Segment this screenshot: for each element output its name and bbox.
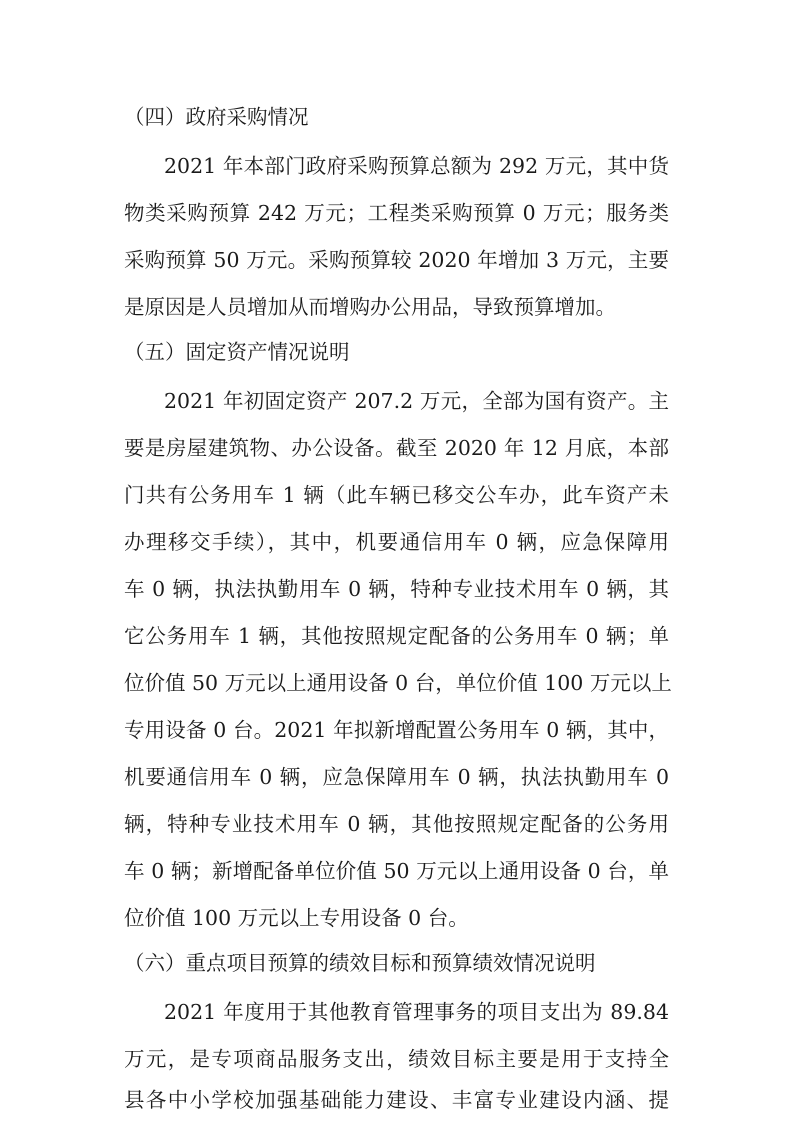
paragraph-line: 2021 年度用于其他教育管理事务的项目支出为 89.84 xyxy=(164,1000,669,1024)
section-heading-government-procurement: （四）政府采购情况 xyxy=(124,105,309,129)
section-heading-key-project-performance: （六）重点项目预算的绩效目标和预算绩效情况说明 xyxy=(124,951,596,975)
paragraph-line: 它公务用车 1 辆，其他按照规定配备的公务用车 0 辆；单 xyxy=(124,624,669,648)
paragraph-line: 万元，是专项商品服务支出，绩效目标主要是用于支持全 xyxy=(124,1047,669,1071)
section-heading-fixed-assets: （五）固定资产情况说明 xyxy=(124,340,350,364)
paragraph-line: 县各中小学校加强基础能力建设、丰富专业建设内涵、提 xyxy=(124,1088,669,1112)
paragraph-line: 2021 年初固定资产 207.2 万元，全部为国有资产。主 xyxy=(164,389,669,413)
paragraph-line: 门共有公务用车 1 辆（此车辆已移交公车办，此车资产未 xyxy=(124,483,669,507)
paragraph-line: 位价值 50 万元以上通用设备 0 台，单位价值 100 万元以上 xyxy=(124,671,672,695)
paragraph-line: 要是房屋建筑物、办公设备。截至 2020 年 12 月底，本部 xyxy=(124,436,669,460)
paragraph-line: 辆，特种专业技术用车 0 辆，其他按照规定配备的公务用 xyxy=(124,812,669,836)
paragraph-line: 车 0 辆，执法执勤用车 0 辆，特种专业技术用车 0 辆，其 xyxy=(124,577,669,601)
paragraph-line: 2021 年本部门政府采购预算总额为 292 万元，其中货 xyxy=(164,154,669,178)
paragraph-line: 物类采购预算 242 万元；工程类采购预算 0 万元；服务类 xyxy=(124,201,669,225)
paragraph-line: 采购预算 50 万元。采购预算较 2020 年增加 3 万元，主要 xyxy=(124,248,669,272)
paragraph-line: 办理移交手续），其中，机要通信用车 0 辆，应急保障用 xyxy=(124,530,669,554)
paragraph-line: 是原因是人员增加从而增购办公用品，导致预算增加。 xyxy=(124,295,616,319)
paragraph-line: 机要通信用车 0 辆，应急保障用车 0 辆，执法执勤用车 0 xyxy=(124,765,669,789)
paragraph-line: 位价值 100 万元以上专用设备 0 台。 xyxy=(124,906,469,930)
paragraph-line: 车 0 辆；新增配备单位价值 50 万元以上通用设备 0 台，单 xyxy=(124,859,669,883)
paragraph-line: 专用设备 0 台。2021 年拟新增配置公务用车 0 辆，其中， xyxy=(124,718,669,742)
